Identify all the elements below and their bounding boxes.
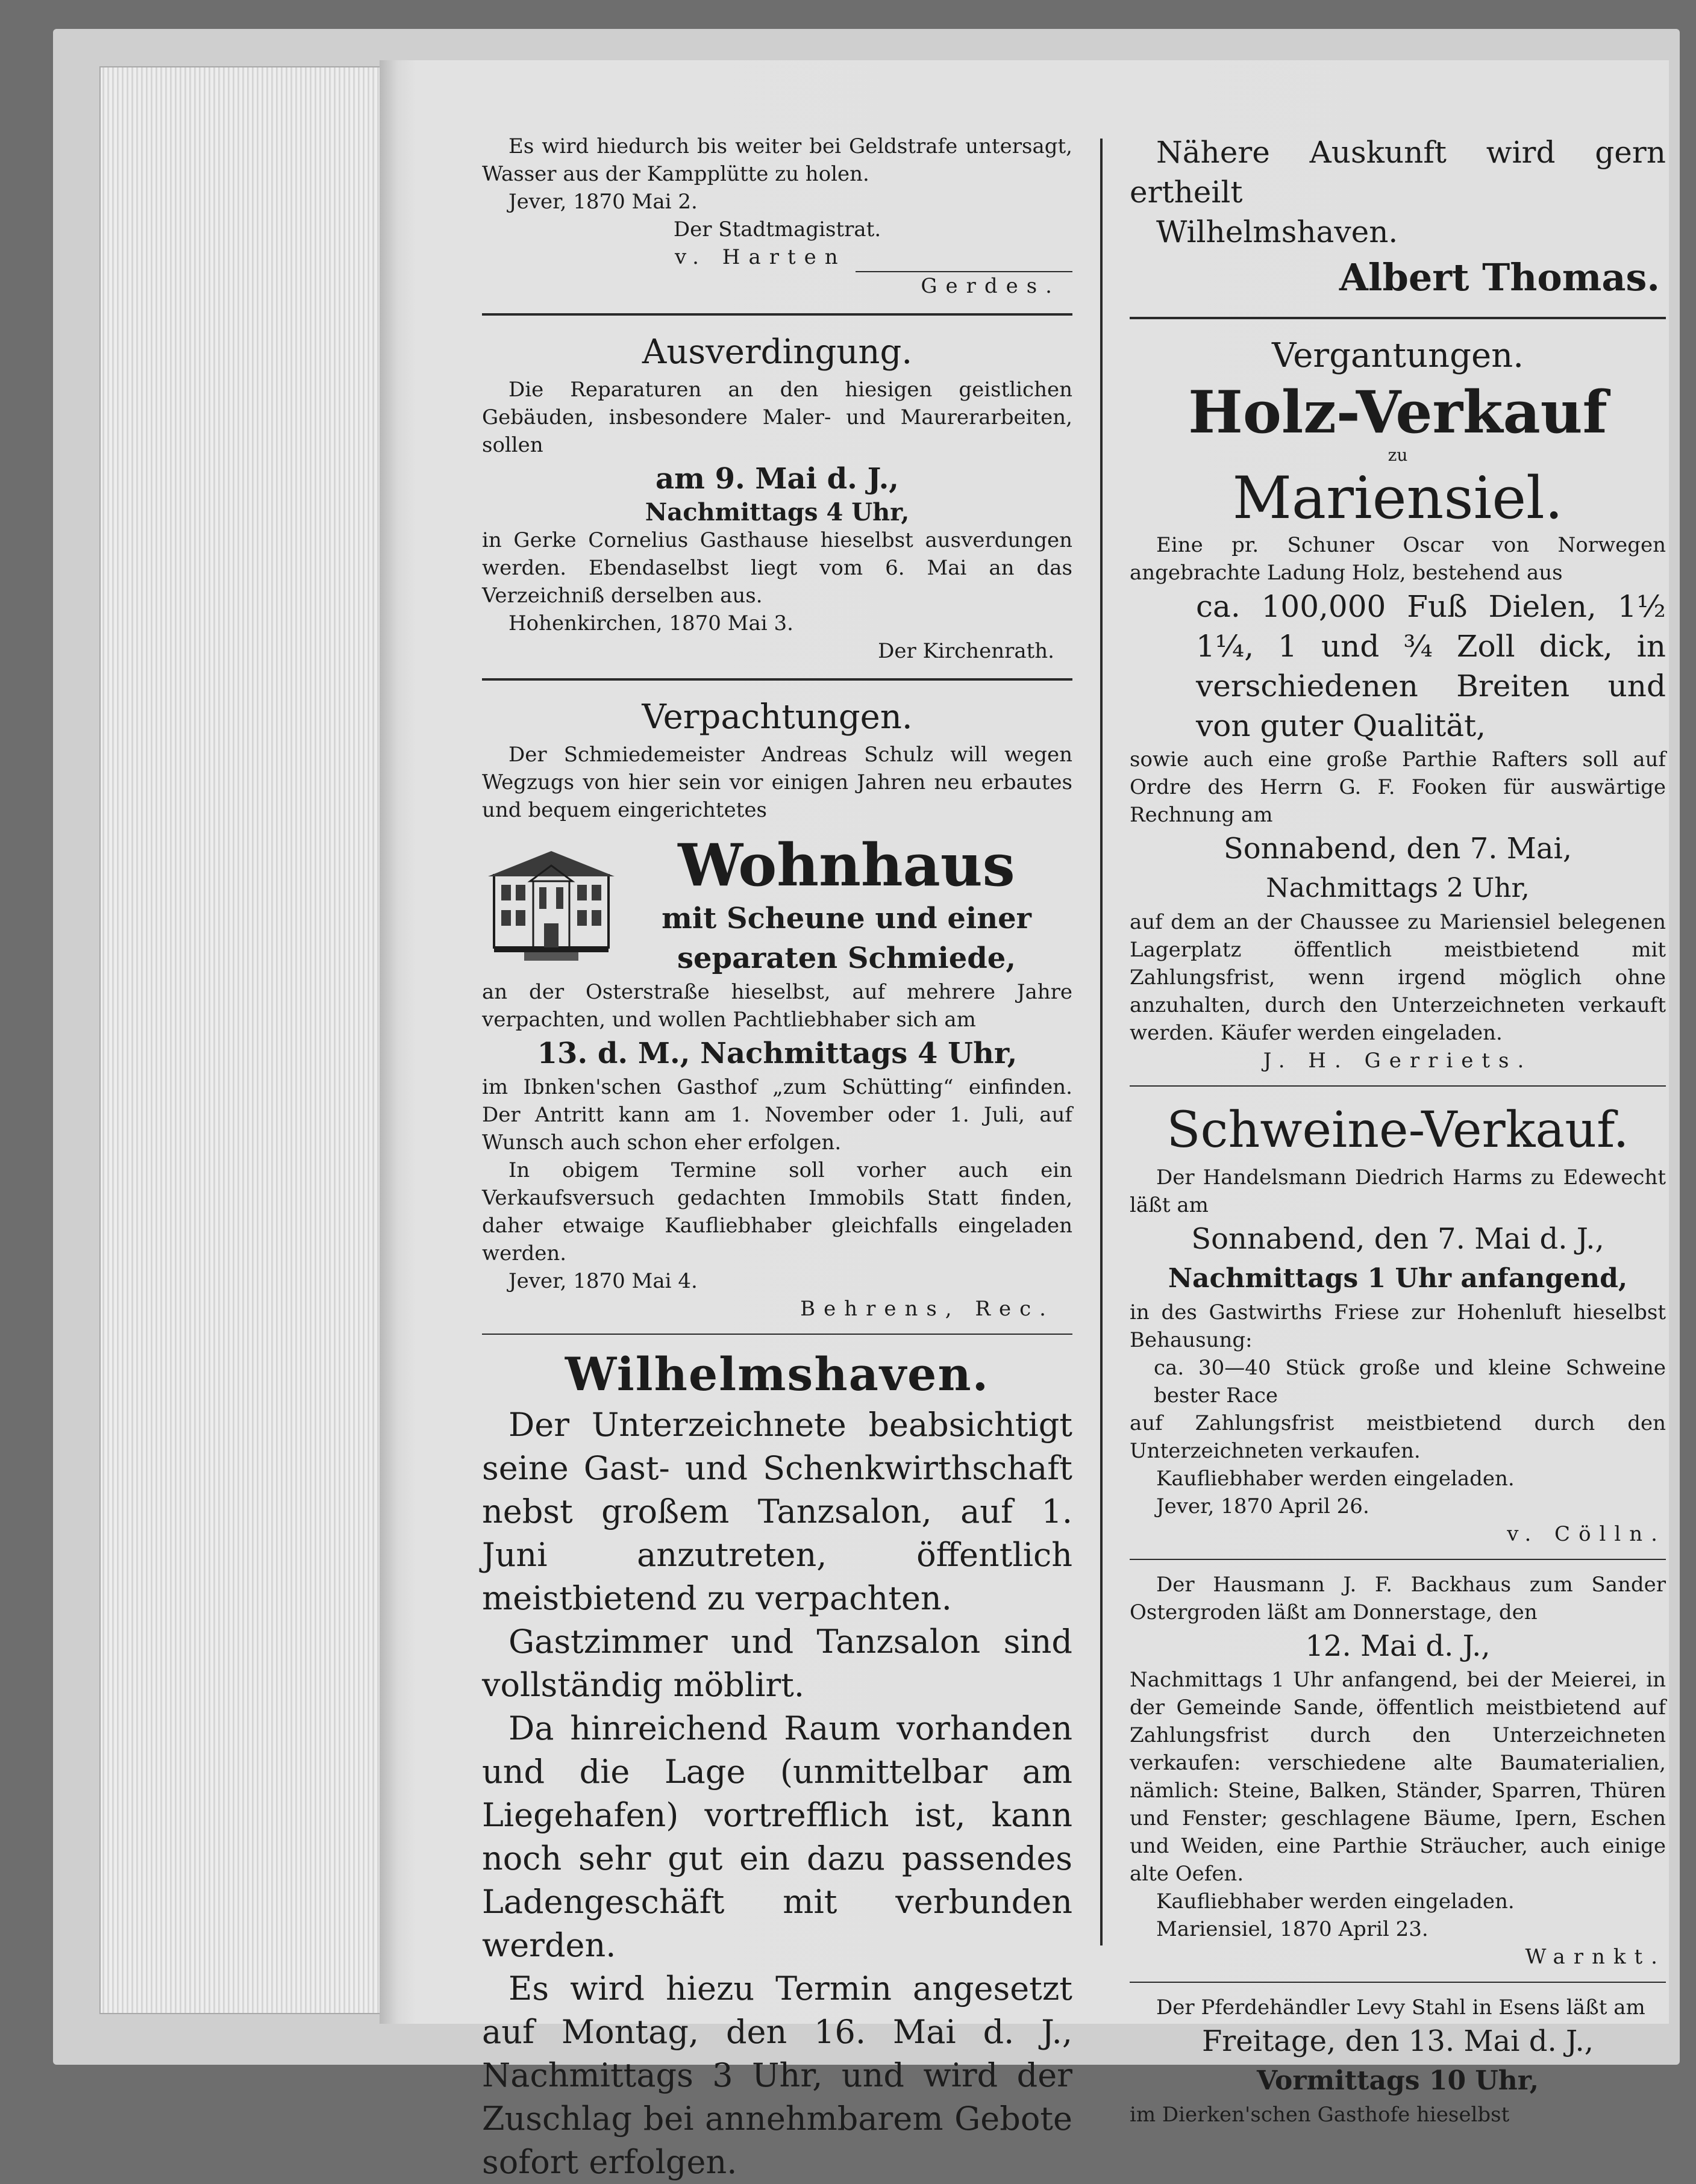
notice-date: Jever, 1870 April 26. (1156, 1494, 1369, 1518)
notice-time: Nachmittags 2 Uhr, (1266, 873, 1530, 903)
notice-date-big: 13. d. M., Nachmittags 4 Uhr, (537, 1037, 1018, 1070)
notice-text: Die Reparaturen an den hiesigen geistlichen Gebäuden, insbesondere Maler- und Maurerarbeiten, sollen (482, 378, 1072, 457)
notice-time: Vormittags 10 Uhr, (1256, 2065, 1539, 2096)
notice-text-3: auf Zahlungsfrist meistbietend durch den Unterzeichneten verkaufen. (1130, 1411, 1666, 1463)
notice-date-big: 12. Mai d. J., (1305, 1629, 1491, 1663)
notice-date: Jever, 1870 Mai 2. (508, 190, 698, 214)
notice-place: Wilhelmshaven. (1156, 214, 1398, 249)
house-sub-1: mit Scheune und einer (662, 902, 1031, 935)
notice-invite: Kaufliebhaber werden eingeladen. (1156, 1467, 1515, 1491)
left-column (482, 133, 1072, 2184)
notice-ausverdingung (482, 329, 1072, 665)
house-title-block (621, 832, 1072, 978)
section-heading: Vergantungen. (1271, 336, 1524, 375)
notice-time: Nachmittags 4 Uhr, (645, 498, 910, 526)
notice-text: Der Schmiedemeister Andreas Schulz will wegen Wegzugs von hier sein vor einigen Jahren neu erbautes und bequem eingerichtetes (482, 743, 1072, 822)
notice-heading: Schweine-Verkauf. (1166, 1102, 1629, 1159)
divider (482, 678, 1072, 681)
divider (482, 1334, 1072, 1335)
notice-heading: Verpachtungen. (642, 697, 913, 737)
notice-para-4: Es wird hiezu Termin angesetzt auf Montag, den 16. Mai d. J., Nachmittags 3 Uhr, und wird der Zuschlag bei annehmbarem Gebote sofort erfolgen. (482, 1970, 1072, 2181)
notice-place-date: Hohenkirchen, 1870 Mai 3. (508, 611, 793, 635)
notice-text-2: Nachmittags 1 Uhr anfangend, bei der Meierei, in der Gemeinde Sande, öffentlich meistbietend auf Zahlungsfrist durch den Unterzeichneten verkaufen: verschiedene alte Baumaterialien, nämlich: Steine, Balken, Ständer, Sparren, Thüren und Fenster; geschlagene Bäume, Ipern, Eschen und Weiden, eine Parthie Sträucher, auch einige alte Oefen. (1130, 1668, 1666, 1886)
signature-1: v. Harten (675, 245, 846, 269)
notice-zu: zu (1388, 445, 1408, 465)
notice-text: Nähere Auskunft wird gern ertheilt (1130, 135, 1666, 210)
notice-date-big: Freitage, den 13. Mai d. J., (1201, 2024, 1594, 2058)
notice-text-2: in Gerke Cornelius Gasthause hieselbst ausverdungen werden. Ebendaselbst liegt vom 6. Mai an das Verzeichniß derselben aus. (482, 528, 1072, 608)
notice-authority: Der Kirchenrath. (878, 639, 1054, 663)
notice-para-1: Der Unterzeichnete beabsichtigt seine Gast- und Schenkwirthschaft nebst großem Tanzsalon, auf 1. Juni anzutreten, öffentlich meistbietend zu verpachten. (482, 1406, 1072, 1617)
divider (1130, 317, 1666, 319)
notice-text: Der Hausmann J. F. Backhaus zum Sander Ostergroden läßt am Donnerstage, den (1130, 1573, 1666, 1624)
column-divider (1100, 139, 1103, 1945)
signature-2: Gerdes. (856, 271, 1072, 300)
divider (1130, 1559, 1666, 1560)
notice-date-big: am 9. Mai d. J., (656, 462, 899, 496)
notice-text-3: auf dem an der Chaussee zu Mariensiel belegenen Lagerplatz öffentlich meistbietend mit Zahlungsfrist, wenn irgend möglich ohne anzuhalten, durch den Unterzeichneten verkauft werden. Käufer werden eingeladen. (1130, 910, 1666, 1045)
notice-text: Der Handelsmann Diedrich Harms zu Edewecht läßt am (1130, 1165, 1666, 1217)
notice-text-3: im Ibnken'schen Gasthof „zum Schütting“ einfinden. Der Antritt kann am 1. November oder 1. Juli, auf Wunsch auch schon eher erfolgen. (482, 1075, 1072, 1155)
notice-signature: v. Cölln. (1507, 1522, 1666, 1546)
notice-wilhelmshaven (482, 1346, 1072, 2184)
notice-signature: Behrens, Rec. (800, 1297, 1054, 1321)
notice-authority: Der Stadtmagistrat. (673, 217, 881, 242)
notice-invite: Kaufliebhaber werden eingeladen. (1156, 1889, 1515, 1914)
house-title: Wohnhaus (678, 831, 1015, 899)
notice-name: Albert Thomas. (1339, 255, 1660, 299)
notice-para-3: Da hinreichend Raum vorhanden und die Lage (unmittelbar am Liegehafen) vortrefflich ist, kann noch sehr gut ein dazu passendes Ladengeschäft mit verbunden werden. (482, 1709, 1072, 1964)
notice-text-2: im Dierken'schen Gasthofe hieselbst (1130, 2103, 1510, 2127)
right-column (1130, 133, 1666, 2129)
notice-heading: Wilhelmshaven. (565, 1347, 990, 1401)
notice-backhaus (1130, 1571, 1666, 1971)
notice-signature: Warnkt. (1525, 1945, 1666, 1969)
notice-heading: Ausverdingung. (642, 332, 913, 372)
divider (1130, 1085, 1666, 1087)
notice-text: Der Pferdehändler Levy Stahl in Esens läßt am (1156, 1995, 1645, 2020)
notice-text-4: In obigem Termine soll vorher auch ein Verkaufsversuch gedachten Immobils Statt finden, daher etwaige Kaufliebhaber gleichfalls eingeladen werden. (482, 1158, 1072, 1265)
notice-schweine-verkauf (1130, 1097, 1666, 1548)
notice-item: ca. 30—40 Stück große und kleine Schweine bester Race (1154, 1356, 1666, 1408)
notice-date-big: Sonnabend, den 7. Mai d. J., (1191, 1222, 1604, 1256)
house-block (482, 832, 1072, 978)
notice-text-2: an der Osterstraße hieselbst, auf mehrere Jahre verpachten, und wollen Pachtliebhaber sich am (482, 980, 1072, 1032)
divider (1130, 1982, 1666, 1983)
notice-big: ca. 100,000 Fuß Dielen, 1½ 1¼, 1 und ¾ Zoll dick, in verschiedenen Breiten und von guter Qualität, (1196, 589, 1666, 743)
divider (482, 313, 1072, 316)
notice-stahl (1130, 1994, 1666, 2129)
notice-text-2: sowie auch eine große Parthie Rafters soll auf Ordre des Herrn G. F. Fooken für auswärtige Rechnung am (1130, 747, 1666, 827)
notice-auskunft (1130, 133, 1666, 304)
house-sub-2: separaten Schmiede, (677, 941, 1016, 975)
notice-time: Nachmittags 1 Uhr anfangend, (1168, 1263, 1628, 1294)
notice-date: Jever, 1870 Mai 4. (508, 1269, 698, 1293)
notice-date: Mariensiel, 1870 April 23. (1156, 1917, 1428, 1941)
notice-water-ban (482, 133, 1072, 300)
notice-holz-verkauf (1130, 332, 1666, 1075)
notice-heading: Holz-Verkauf (1188, 378, 1607, 446)
page-edges (99, 66, 385, 2014)
notice-date-big: Sonnabend, den 7. Mai, (1223, 832, 1572, 866)
notice-signature: J. H. Gerriets. (1263, 1049, 1533, 1073)
house-illustration-icon (482, 845, 621, 966)
notice-para-2: Gastzimmer und Tanzsalon sind vollständig möblirt. (482, 1623, 1072, 1704)
notice-verpachtungen (482, 694, 1072, 1323)
notice-text: Eine pr. Schuner Oscar von Norwegen angebrachte Ladung Holz, bestehend aus (1130, 533, 1666, 585)
notice-place: Mariensiel. (1232, 464, 1563, 532)
notice-text-2: in des Gastwirths Friese zur Hohenluft hieselbst Behausung: (1130, 1300, 1666, 1352)
notice-text: Es wird hiedurch bis weiter bei Geldstrafe untersagt, Wasser aus der Kampplütte zu holen. (482, 134, 1072, 186)
